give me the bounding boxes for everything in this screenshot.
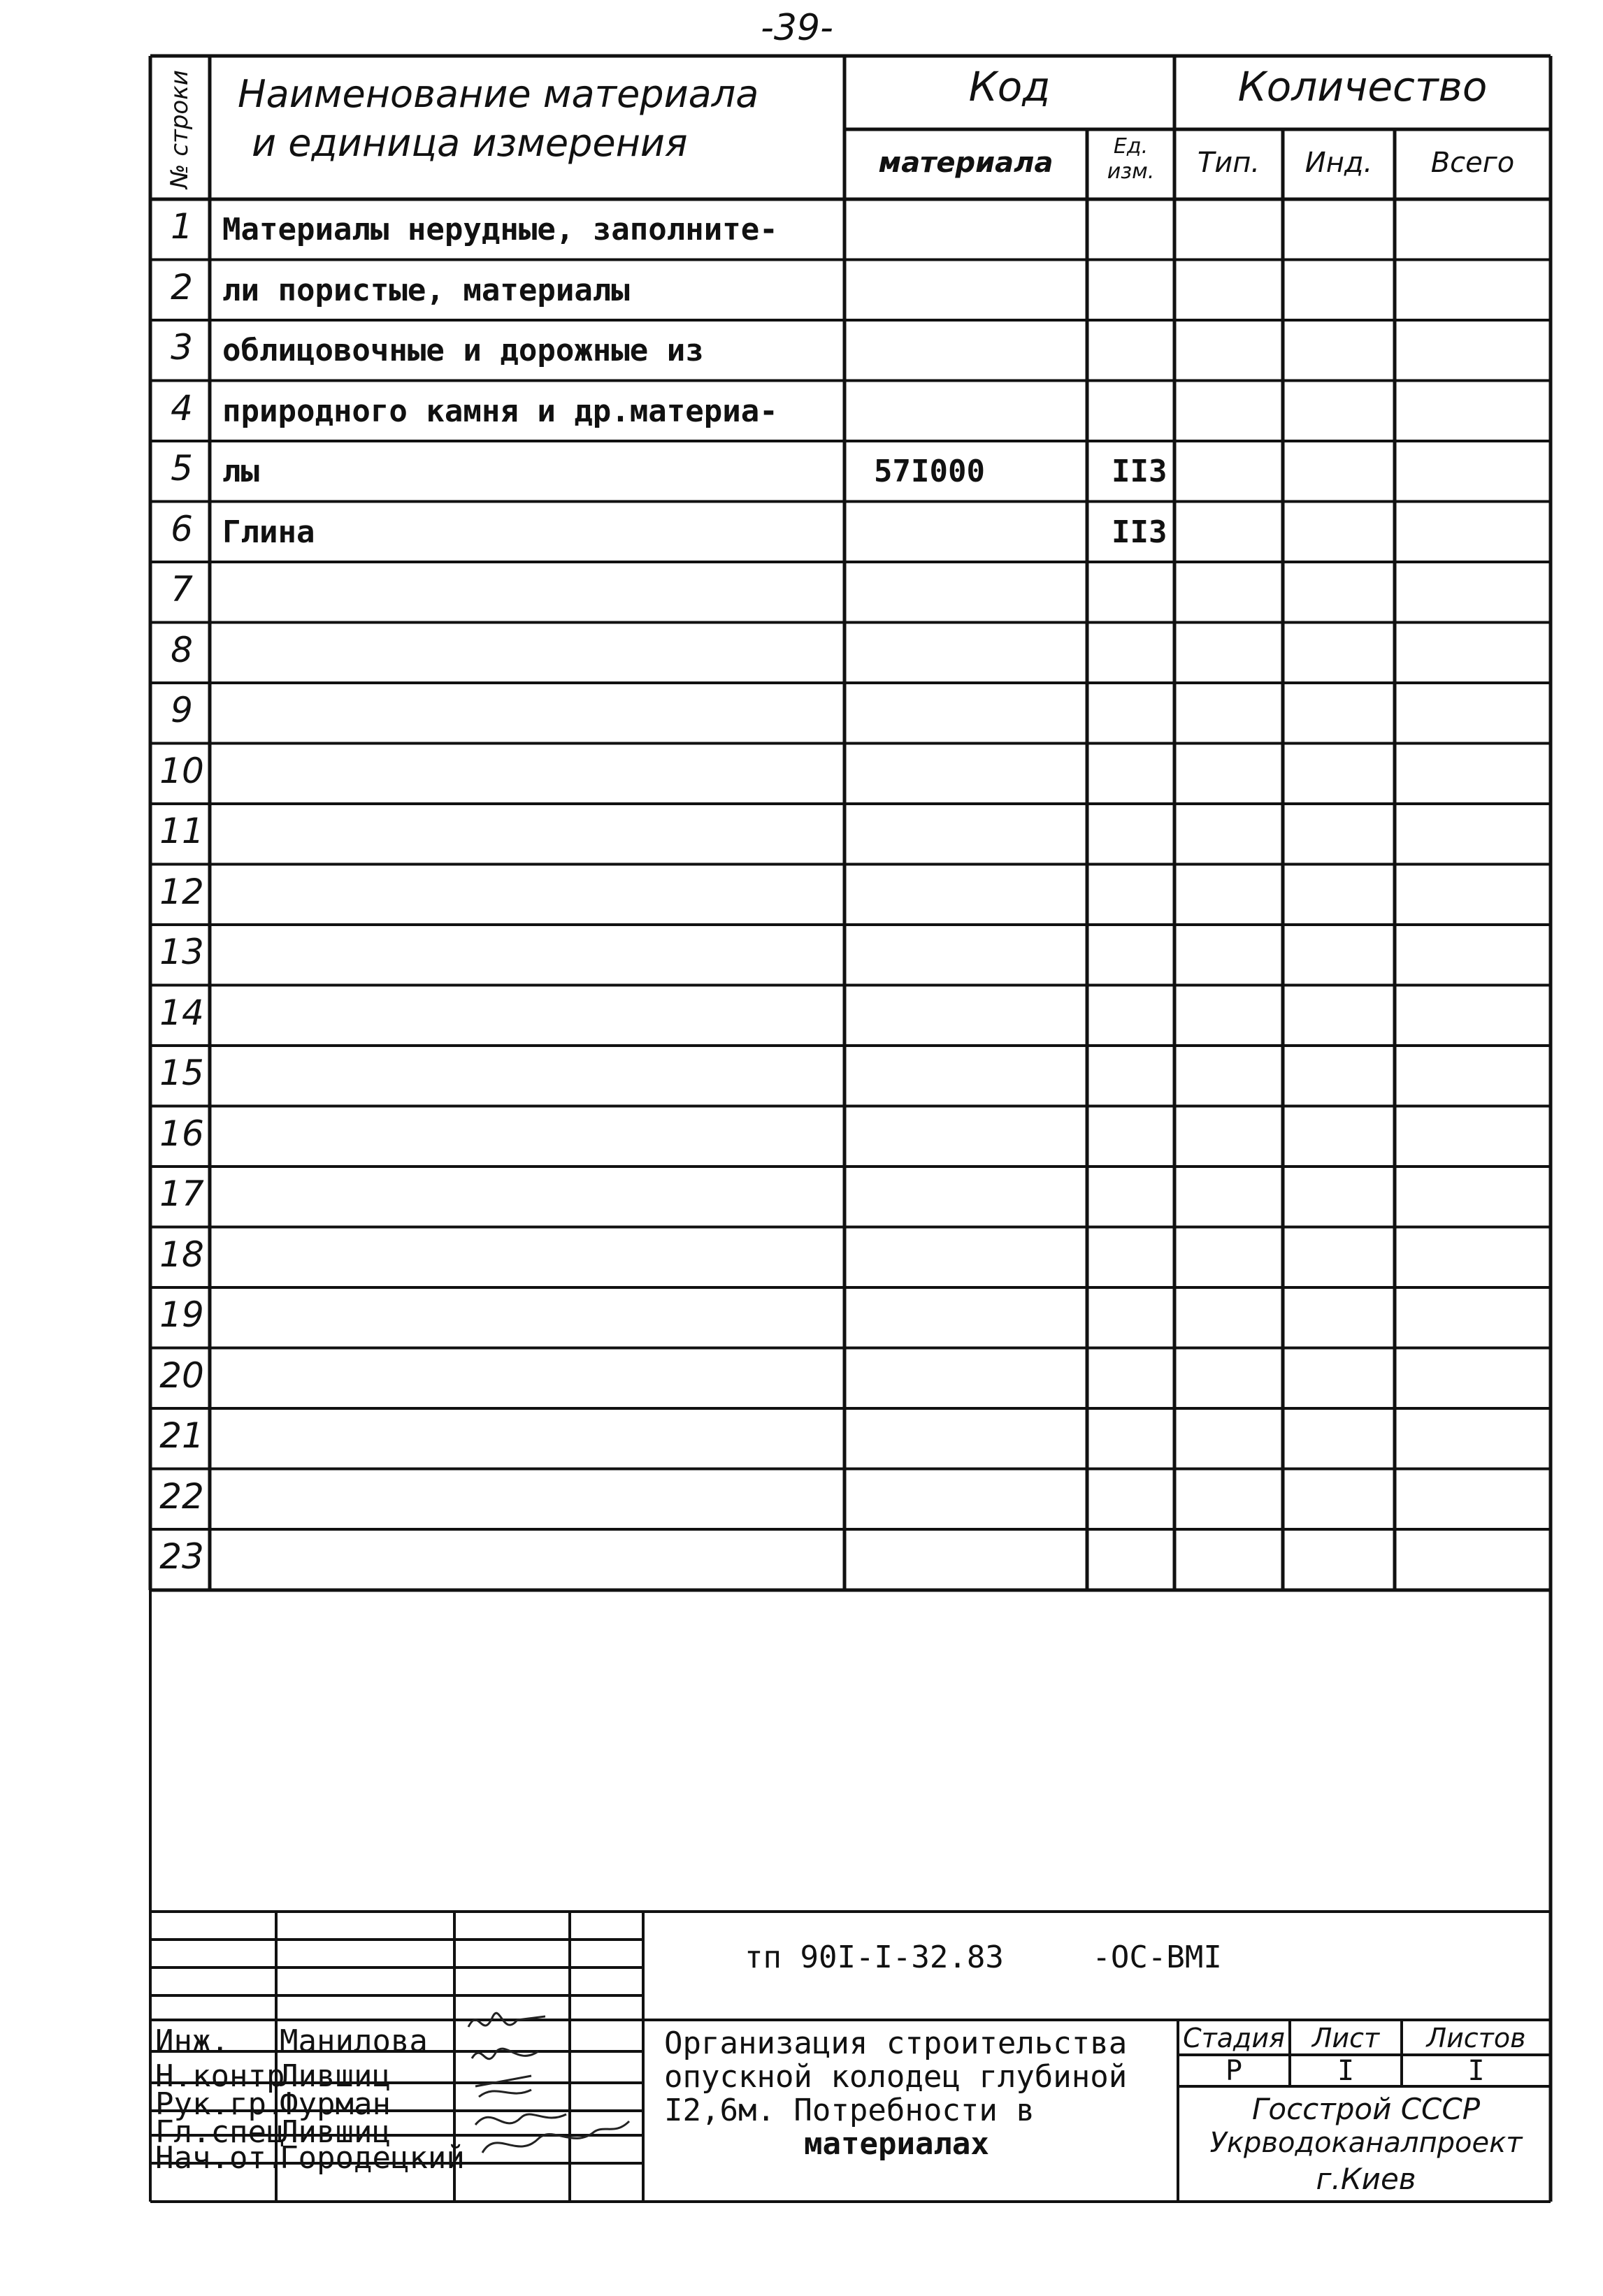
project-description-line: I2,6м. Потребности в	[664, 2093, 1035, 2128]
unit-header: Ед. изм.	[1107, 134, 1155, 184]
typical-qty-header: Тип.	[1197, 147, 1260, 179]
row-number: 12	[159, 871, 204, 912]
name-column-header-line2: и единица измерения	[252, 121, 688, 165]
project-description-line: Организация строительства	[664, 2026, 1128, 2061]
project-description	[664, 2027, 1127, 2161]
material-name-cell: лы	[222, 454, 259, 489]
row-number: 11	[159, 811, 204, 851]
quantity-group-header: Количество	[1237, 63, 1488, 110]
material-name-cell: облицовочные и дорожные из	[222, 333, 704, 368]
row-number: 2	[171, 266, 193, 308]
row-number: 7	[171, 569, 193, 609]
row-number: 22	[159, 1475, 204, 1517]
page-number: -39-	[761, 7, 833, 49]
organization-line-2: Укрводоканалпроект	[1209, 2127, 1523, 2159]
material-name-cell: Материалы нерудные, заполните-	[222, 212, 778, 247]
unit-code-cell: II3	[1112, 514, 1167, 550]
row-number: 20	[159, 1355, 204, 1396]
organization-line-3: г.Киев	[1316, 2162, 1416, 2196]
row-number: 9	[171, 690, 193, 730]
row-number: 15	[159, 1053, 204, 1093]
row-number: 21	[159, 1415, 204, 1456]
signatory-name: Лившиц	[280, 2114, 391, 2150]
signatory-role: Н.контр	[155, 2058, 285, 2094]
row-number: 14	[159, 992, 204, 1033]
row-number: 18	[159, 1234, 204, 1275]
row-number: 17	[159, 1174, 204, 1214]
row-number: 23	[159, 1536, 204, 1577]
signatory-role: Инж.	[155, 2023, 229, 2059]
material-code-header: материала	[878, 147, 1054, 179]
document-designation	[745, 1940, 1222, 1975]
signatory-role: Рук.гр.	[155, 2086, 285, 2122]
sheets-label: Листов	[1426, 2023, 1526, 2053]
row-number: 16	[159, 1113, 204, 1154]
row-number: 3	[171, 327, 193, 368]
individual-qty-header: Инд.	[1304, 147, 1373, 179]
row-number: 10	[159, 750, 204, 791]
sheets-value: I	[1467, 2055, 1485, 2087]
material-name-cell: Глина	[222, 514, 315, 550]
designation-suffix: -ОС-ВМI	[1092, 1940, 1222, 1975]
signatory-name: Фурман	[280, 2086, 391, 2122]
row-number: 6	[171, 508, 193, 549]
name-column-header	[238, 70, 853, 168]
material-code-cell: 57I000	[874, 454, 985, 489]
row-number-header-label: № строки	[166, 70, 194, 189]
row-number: 19	[159, 1294, 204, 1335]
organization-line-1: Госстрой СССР	[1251, 2092, 1481, 2126]
stage-label: Стадия	[1183, 2023, 1285, 2053]
total-qty-header: Всего	[1430, 147, 1515, 179]
row-number: 5	[171, 448, 193, 489]
unit-code-cell: II3	[1112, 454, 1167, 489]
signatory-name: Городецкий	[280, 2140, 465, 2176]
sheet-label: Лист	[1311, 2023, 1380, 2053]
sheet-value: I	[1337, 2055, 1355, 2087]
signatory-role: Нач.от.	[155, 2140, 285, 2176]
signatory-name: Манилова	[280, 2023, 428, 2059]
designation-code: тп 90I-I-32.83	[745, 1940, 1004, 1975]
signatory-role: Гл.спец	[155, 2114, 285, 2150]
material-name-cell: природного камня и др.материа-	[222, 393, 778, 429]
row-number: 13	[159, 932, 204, 972]
code-group-header: Код	[968, 63, 1051, 110]
stage-value: Р	[1225, 2055, 1243, 2087]
project-description-line: опускной колодец глубиной	[664, 2059, 1128, 2095]
row-number: 4	[171, 387, 193, 428]
signatory-name: Лившиц	[280, 2058, 391, 2094]
row-number: 8	[171, 629, 193, 670]
name-column-header-line1: Наименование материала	[238, 72, 759, 116]
row-number: 1	[171, 206, 193, 247]
material-name-cell: ли пористые, материалы	[222, 272, 630, 308]
project-description-line: материалах	[804, 2126, 989, 2162]
signatures-graphic	[454, 2002, 664, 2296]
row-number-header	[155, 66, 204, 192]
